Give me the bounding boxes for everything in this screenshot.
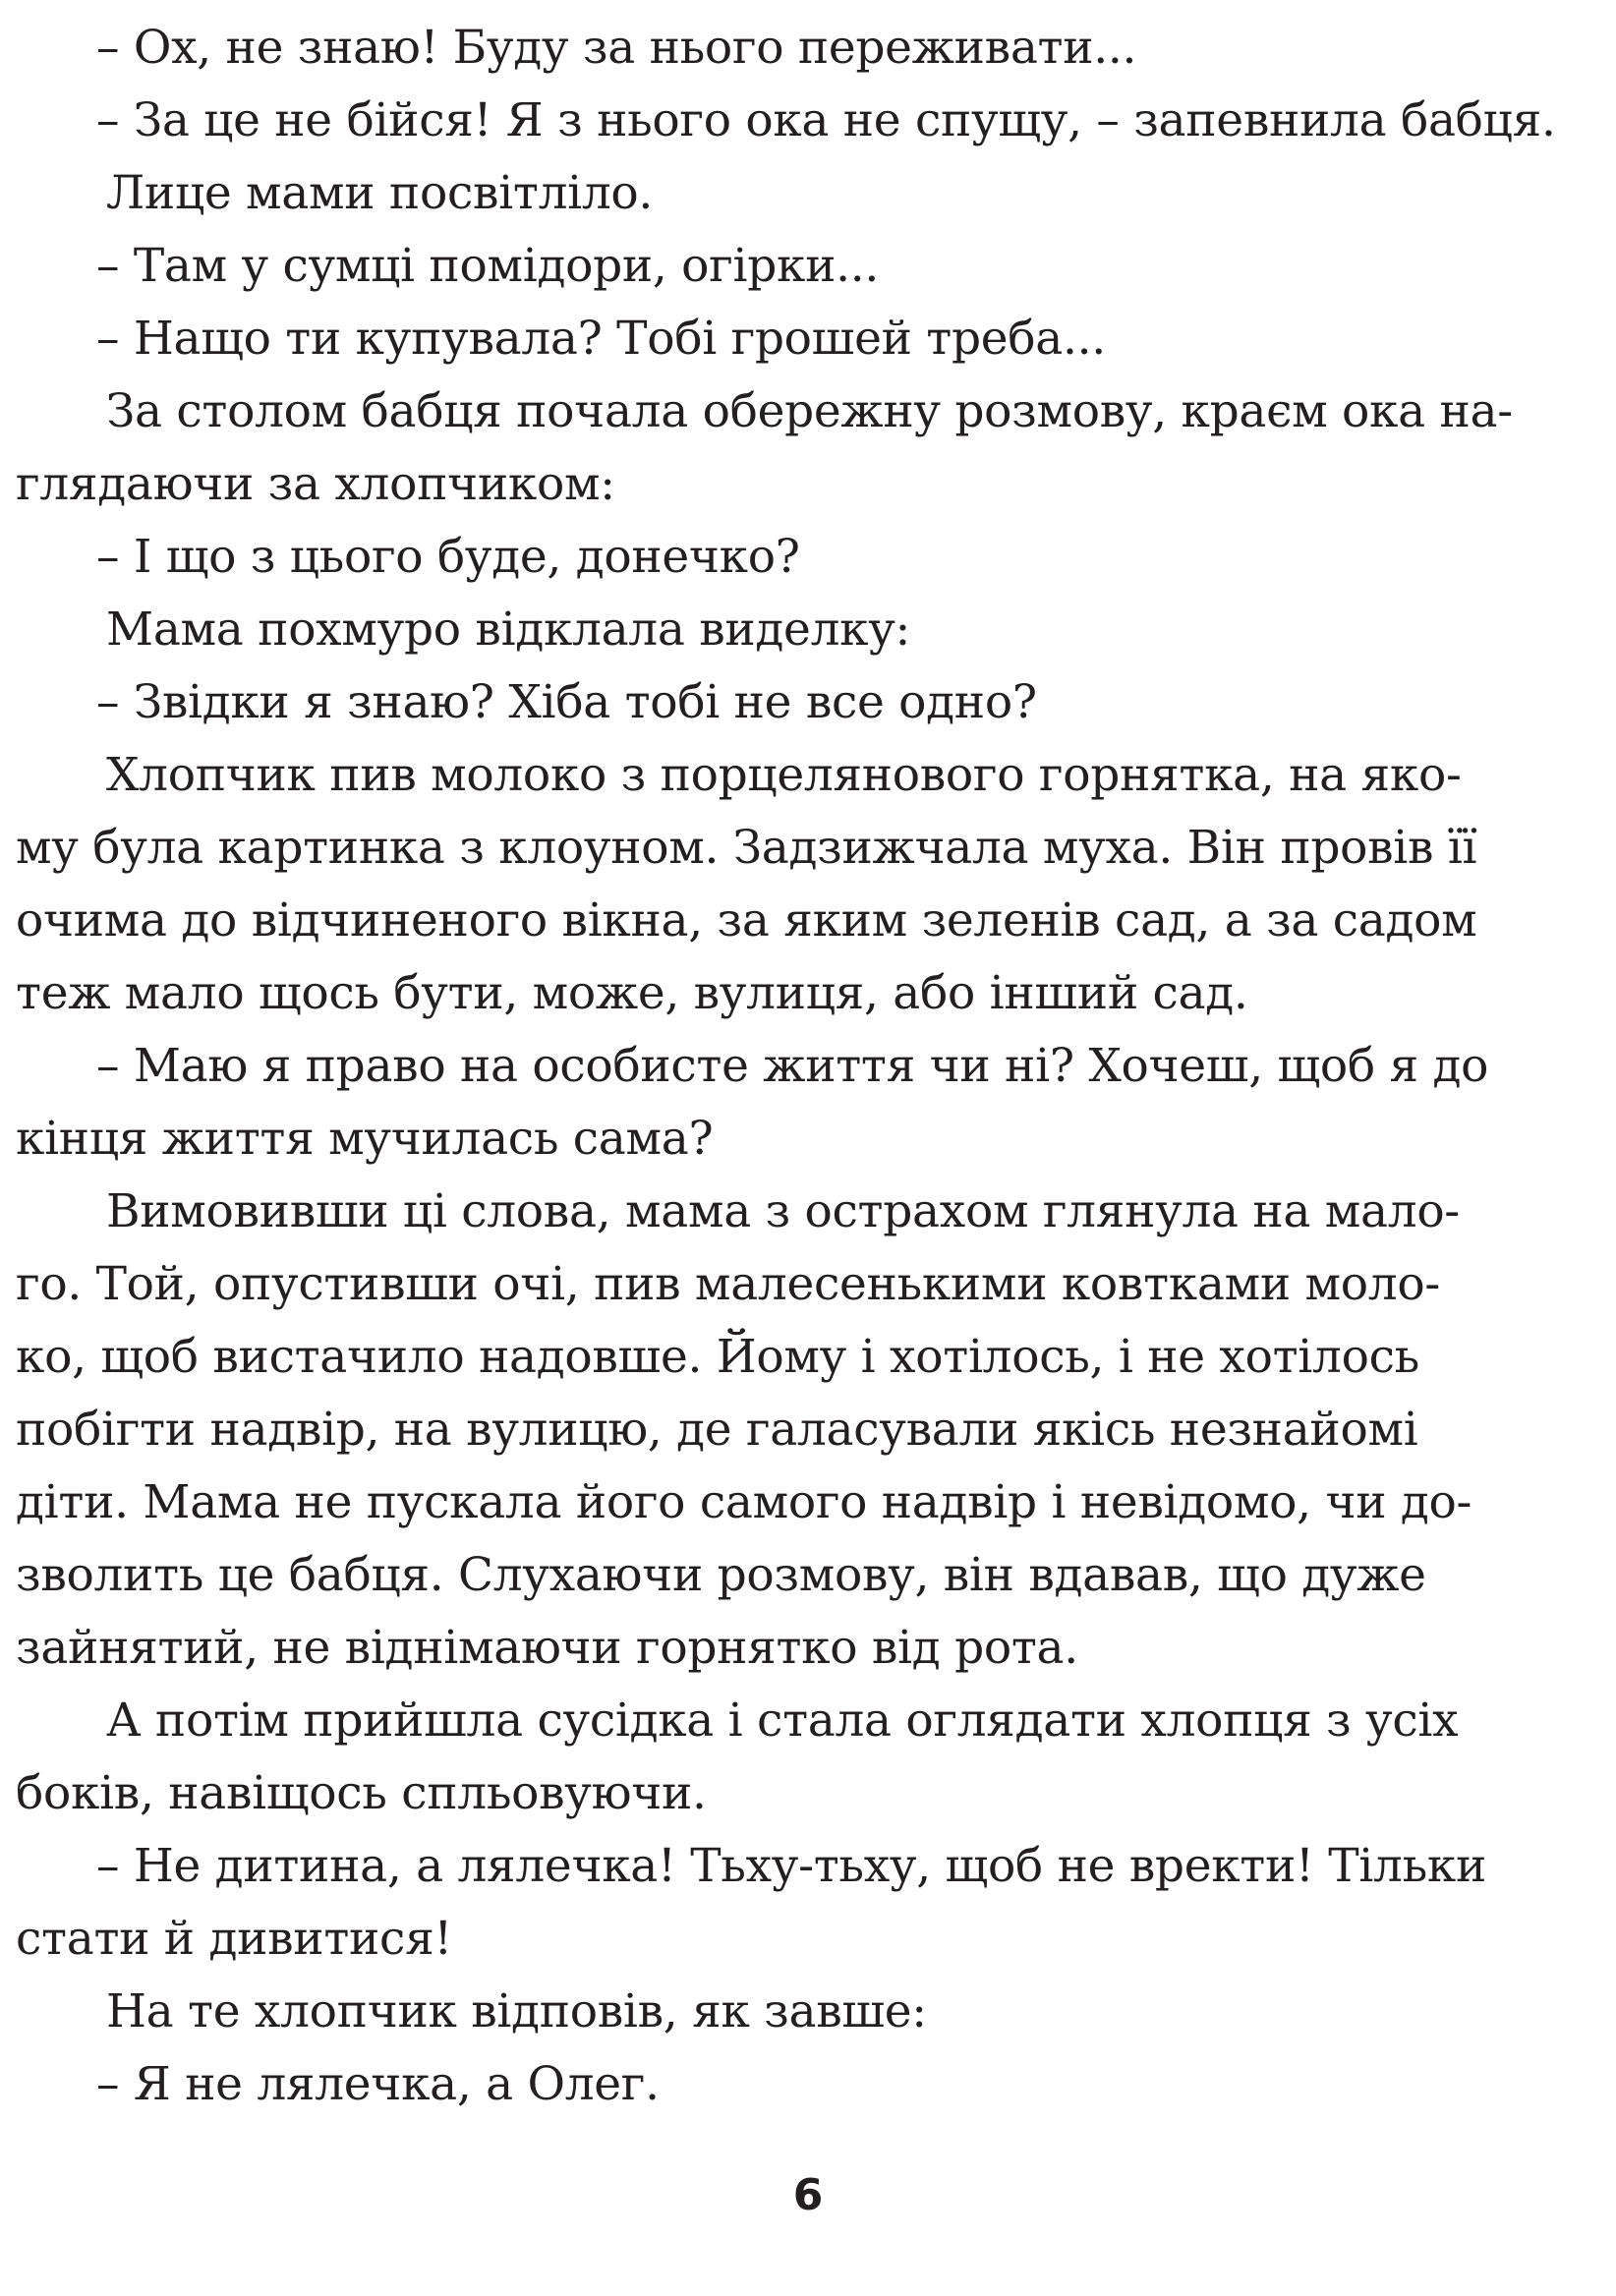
text-line: Лице мами посвітліло. (106, 166, 654, 220)
text-line: – І що з цього буде, донечко? (96, 530, 800, 584)
text-line: Хлопчик пив молоко з порцелянового горнятка, на яко- (106, 748, 1462, 802)
text-line: – Я не лялечка, а Олег. (96, 2057, 660, 2111)
text-line: му була картинка з клоуном. Задзижчала муха. Він провів її (16, 821, 1477, 875)
text-line: зволить це бабця. Слухаючи розмову, він вдавав, що дуже (16, 1548, 1426, 1602)
text-line: глядаючи за хлопчиком: (16, 457, 615, 511)
text-line: боків, навіщось спльовуючи. (16, 1766, 707, 1820)
text-line: За столом бабця почала обережну розмову, краєм ока на- (106, 384, 1513, 438)
text-line: – Нащо ти купувала? Тобі грошей треба... (96, 312, 1106, 366)
text-line: – Звідки я знаю? Хіба тобі не все одно? (96, 675, 1037, 729)
page-text (16, 12, 1561, 2121)
text-line: – Маю я право на особисте життя чи ні? Хочеш, щоб я до (96, 1039, 1489, 1093)
text-line: очима до відчиненого вікна, за яким зеленів сад, а за садом (16, 893, 1477, 947)
text-line: Вимовивши ці слова, мама з острахом глянула на мало- (106, 1184, 1460, 1238)
text-line: А потім прийшла сусідка і стала оглядати хлопця з усіх (106, 1693, 1459, 1748)
page-number: 6 (792, 2170, 824, 2220)
text-line: го. Той, опустивши очі, пив малесенькими ковтками моло- (16, 1257, 1440, 1311)
text-line: – Не дитина, а лялечка! Тьху-тьху, щоб не вректи! Тільки (96, 1839, 1486, 1893)
text-line: – За це не бійся! Я з нього ока не спущу, – запевнила бабця. (96, 93, 1556, 147)
text-line: кінця життя мучилась сама? (16, 1112, 714, 1166)
text-line: зайнятий, не віднімаючи горнятко від рота. (16, 1621, 1078, 1675)
text-line: теж мало щось бути, може, вулиця, або інший сад. (16, 966, 1248, 1020)
text-line: На те хлопчик відповів, як завше: (106, 1984, 927, 2038)
text-line: стати й дивитися! (16, 1912, 453, 1966)
text-line: ко, щоб вистачило надовше. Йому і хотілось, і не хотілось (16, 1330, 1419, 1384)
text-line: – Там у сумці помідори, огірки... (96, 239, 880, 293)
text-line: діти. Мама не пускала його самого надвір і невідомо, чи до- (16, 1475, 1472, 1529)
text-line: побігти надвір, на вулицю, де галасували якісь незнайомі (16, 1403, 1418, 1457)
text-line: Мама похмуро відклала виделку: (106, 603, 911, 657)
text-line: – Ох, не знаю! Буду за нього переживати... (96, 21, 1137, 75)
